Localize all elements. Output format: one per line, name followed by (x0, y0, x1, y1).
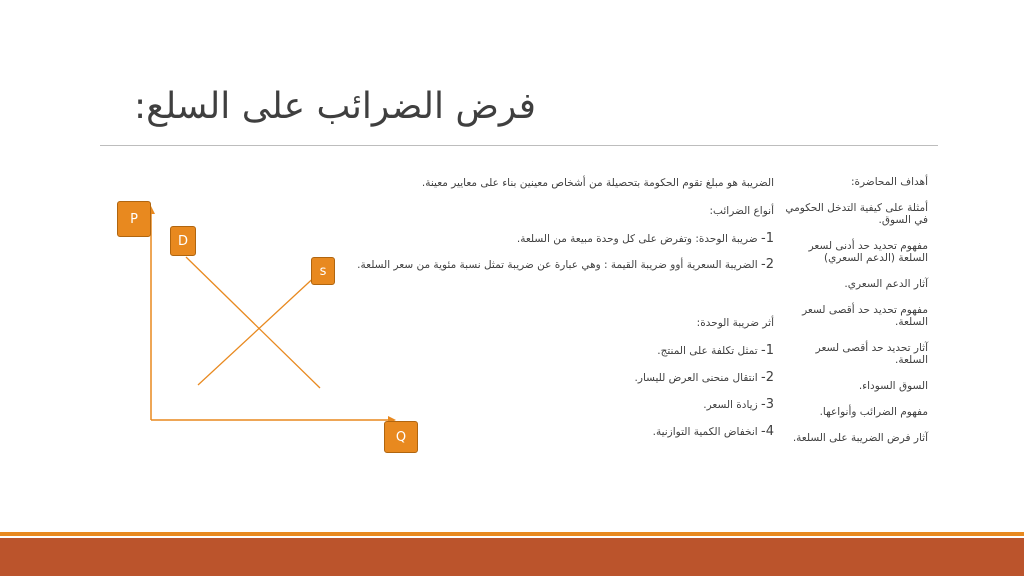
footer-band (0, 538, 1024, 576)
price-axis-label: P (117, 201, 151, 237)
effect-1-text: تمثل تكلفة على المنتج. (657, 345, 758, 357)
supply-curve (198, 272, 320, 385)
objectives-heading: أهداف المحاضرة: (850, 176, 928, 188)
demand-curve-label: D (170, 226, 196, 256)
objective-item: السوق السوداء. (858, 380, 928, 392)
list-number: 1- (761, 343, 774, 358)
effect-4-text: انخفاض الكمية التوازنية. (652, 426, 758, 438)
objective-item: آثار تحديد حد أقصى لسعر السلعة. (815, 342, 928, 366)
tax-type-1-text: ضريبة الوحدة: وتفرض على كل وحدة مبيعة من السلعة. (516, 233, 758, 245)
objective-item: مفهوم الضرائب وأنواعها. (819, 406, 928, 418)
tax-type-2-text: الضريبة السعرية أوو ضريبة القيمة : وهي عبارة عن ضريبة تمثل نسبة مئوية من سعر السلعة. (357, 259, 758, 271)
tax-definition: الضريبة هو مبلغ تقوم الحكومة بتحصيلة من أشخاص معينين بناء على معايير معينة. (421, 177, 774, 189)
list-number: 1- (761, 231, 774, 246)
objective-item: آثار الدعم السعري. (844, 278, 928, 290)
objective-item: مفهوم تحديد حد أدنى لسعر السلعة (الدعم السعري) (808, 240, 928, 264)
quantity-axis-label: Q (384, 421, 418, 453)
footer-accent-line (0, 532, 1024, 536)
list-number: 2- (761, 370, 774, 385)
objective-item: آثار فرض الضريبة على السلعة. (792, 432, 928, 444)
slide-title: فرض الضرائب على السلع: (133, 86, 536, 127)
effect-2-text: انتقال منحنى العرض لليسار. (634, 372, 758, 384)
effect-3-text: زيادة السعر. (703, 399, 758, 411)
supply-curve-label: s (311, 257, 335, 285)
list-number: 3- (761, 397, 774, 412)
demand-curve (186, 257, 320, 388)
tax-types-heading: أنواع الضرائب: (709, 205, 774, 217)
unit-tax-effects-heading: أثر ضريبة الوحدة: (696, 317, 774, 329)
objective-item: مفهوم تحديد حد أقصى لسعر السلعة. (802, 304, 928, 328)
list-number: 4- (761, 424, 774, 439)
list-number: 2- (761, 257, 774, 272)
objective-item: أمثلة على كيفية التدخل الحكومي في السوق. (785, 202, 928, 226)
